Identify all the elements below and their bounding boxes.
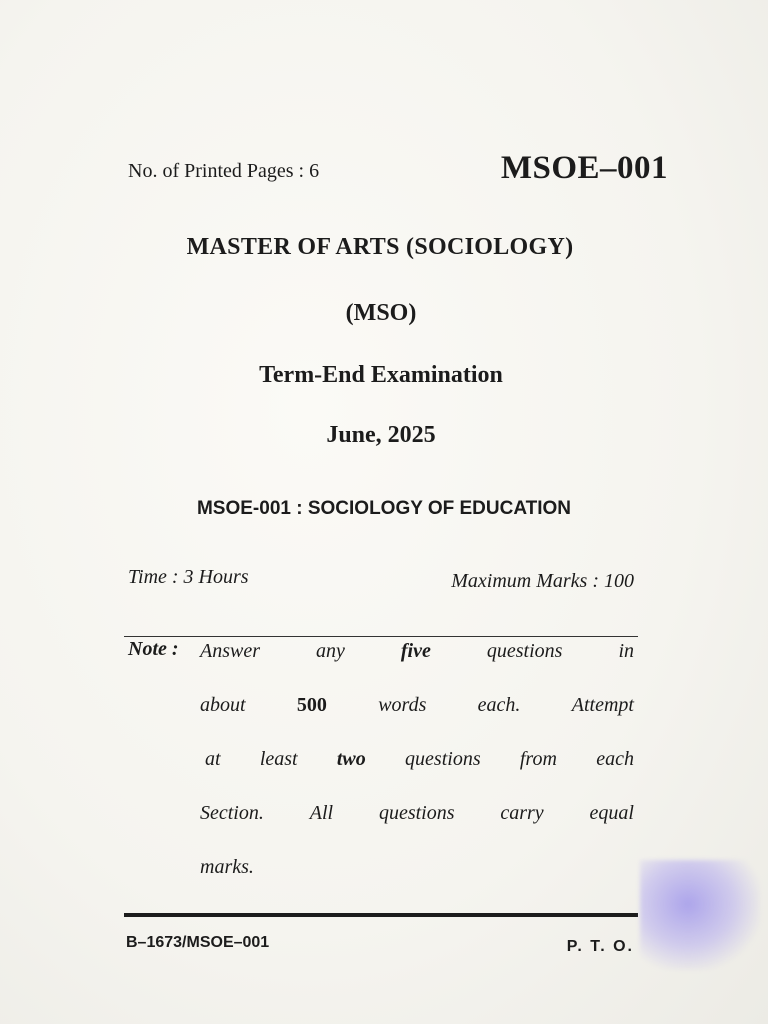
header-row [128, 150, 668, 200]
note-word: questions [405, 748, 481, 770]
programme-title: MASTER OF ARTS (SOCIOLOGY) [186, 234, 574, 260]
printed-pages: No. of Printed Pages : 6 [128, 160, 320, 182]
note-word: from [519, 748, 557, 770]
note-word-bold: two [336, 748, 366, 770]
note-word: each. [477, 694, 521, 716]
exam-meta [128, 566, 634, 596]
time-allowed: Time : 3 Hours [128, 566, 249, 588]
course-title: MSOE-001 : SOCIOLOGY OF EDUCATION [196, 498, 572, 519]
note-word: All [309, 802, 334, 824]
note-line [200, 694, 634, 717]
note-word: words [378, 694, 427, 716]
note-word: Attempt [571, 694, 634, 716]
note-word-bold: 500 [296, 694, 327, 716]
exam-session: June, 2025 [326, 422, 436, 448]
exam-title: Term-End Examination [259, 362, 503, 388]
note-word: questions [486, 640, 563, 662]
divider-thick [124, 913, 638, 917]
note-word: Answer [200, 640, 260, 662]
paper-code: MSOE–001 [500, 150, 668, 186]
ink-smudge [640, 860, 760, 970]
note-word: equal [589, 802, 634, 824]
footer-code: B–1673/MSOE–001 [126, 934, 270, 951]
note-word: each [596, 748, 634, 770]
note-word: Section. [200, 802, 264, 824]
note-word: questions [378, 802, 455, 824]
note-line [200, 802, 634, 825]
note-word: marks. [200, 856, 254, 878]
maximum-marks: Maximum Marks : 100 [451, 570, 634, 592]
note-line [200, 640, 634, 663]
note-word: least [259, 748, 298, 770]
note-line [205, 748, 634, 771]
note-line [200, 856, 634, 879]
programme-abbreviation: (MSO) [345, 300, 417, 326]
divider-thin [124, 636, 638, 637]
note-label: Note : [128, 638, 179, 660]
note-word-bold: five [400, 640, 431, 662]
pto-label: P. T. O. [566, 938, 634, 955]
note-word: about [200, 694, 246, 716]
note-word: carry [500, 802, 544, 824]
note-word: any [316, 640, 345, 662]
note-word: in [618, 640, 634, 662]
note-word: at [205, 748, 221, 770]
